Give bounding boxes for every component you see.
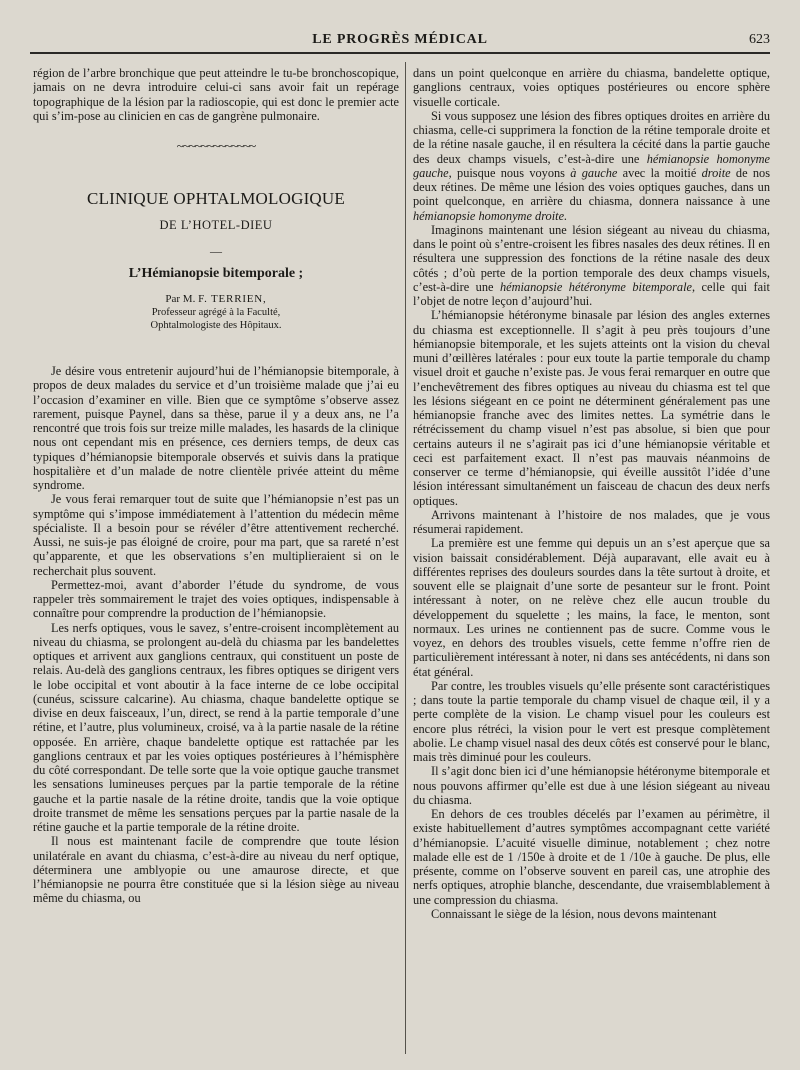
author-by: Par M. [165, 293, 199, 305]
section-title: CLINIQUE OPHTALMOLOGIQUE [87, 189, 345, 208]
article-title: L’Hémianopsie bitemporale ; [128, 266, 304, 281]
body-paragraph: Connaissant le siège de la lésion, nous devons maintenant [431, 906, 717, 921]
body-paragraph: dans un point quelconque en arrière du chiasma, bandelette optique, ganglions centraux, voies optiques postérieures ou encore sphère visuelle corticale. [413, 66, 770, 109]
left-column [33, 66, 399, 1056]
body-paragraph: Il nous est maintenant facile de comprendre que toute lésion unilatérale en avant du chiasma, c’est-à-dire au niveau du nerf optique, déterminera une amblyopie ou une amaurose directe, et que l’hémianopsie ne pourra être constituée que si la lésion siège au niveau même du chiasma, ou [33, 834, 399, 906]
body-paragraph: Si vous supposez une lésion des fibres optiques droites en arrière du chiasma, celle-ci supprimera la fonction de la rétine temporale droite et de la rétine nasale gauche, il en résultera la cécité dans la partie gauche des deux champs visuels, c’est-à-dire une hémianopsie homonyme gauche, puisque nous voyons à gauche avec la moitié droite de nos deux rétines. De même une lésion des voies optiques gauches, dans un point quelconque, en arrière du chiasma, donnera naissance à une hémianopsie homonyme droite. [413, 108, 770, 223]
body-paragraph: La première est une femme qui depuis un an s’est aperçue que sa vision baissait considérablement. Déjà auparavant, elle avait eu à différentes reprises des douleurs sourdes dans la tête surtout à droite, et souvent elle se plaignait d’une sorte de pesanteur sur le front. Point intéressant à noter, on ne relève chez elle aucun trouble du développement du squelette ; les mains, la face, le menton, sont normaux. Les urines ne contiennent pas de sucre. Comme vous le voyez, en dehors des troubles visuels, cette femme n’offre rien de particulièrement intéressant à noter, ni dans ses antécédents, ni dans son état général. [413, 536, 770, 679]
header-rule [30, 52, 770, 54]
body-paragraph: Permettez-moi, avant d’aborder l’étude du syndrome, de vous rappeler très sommairement le trajet des voies optiques, indispensable à connaître pour comprendre la production de l’hémianopsie. [33, 577, 399, 621]
author-line [33, 293, 399, 306]
body-paragraph: L’hémianopsie hétéronyme binasale par lésion des angles externes du chiasma est exceptionnelle. Il s’agit à peu près toujours d’une hémianopsie bitemporale, et les sujets atteints ont la vision du cheval muni d’œillères latérales : pour eux toute la partie temporale du champ visuel droit et gauche n’existe pas. Je vous ferai remarquer en outre que l’enchevêtrement des fibres optiques au niveau du chiasma est tel que les lésions siégeant en ce point ne déterminent généralement pas une hémianopsie franche avec des limites nettes. La symétrie dans le rétrécissement du champ visuel n’est pas absolue, si bien que pour certains auteurs il ne s’agirait pas ici d’une hémianopsie véritable et ceci est parfaitement exact. Il n’est pas mauvais néanmoins de conserver ce terme d’hémianopsie, qui éveille aussitôt l’idée d’une lésion intéressant simultanément un faisceau de chacun des deux nerfs optiques. [413, 308, 770, 508]
author-affiliation-1: Professeur agrégé à la Faculté, [151, 307, 281, 318]
body-paragraph: Les nerfs optiques, vous le savez, s’entre-croisent incomplètement au niveau du chiasma, se prolongent au-delà du chiasma par les bandelettes optiques et arrivent aux ganglions centraux, qui constituent un poste de relais. Au-delà des ganglions centraux, les fibres optiques se dirigent vers le lobe occipital et vont aboutir à la face interne de ce lobe occipital (cunéus, scissure calcarine). Au chiasma, chaque bandelette optique se divise en deux faisceaux, l’un, direct, se rend à la partie temporale d’une rétine, et l’autre, plus volumineux, croisé, va à la partie nasale de la rétine opposée. En arrière, chaque bandelette optique est rattachée par les ganglions centraux et par les voies optiques postérieures à l’hémisphère du côté correspondant. De telle sorte que la voie optique gauche transmet les sensations lumineuses perçues par la partie temporale de la rétine gauche et la partie nasale de la rétine droite, tandis que la voie optique droite transmet de même les sensations perçues par la partie nasale de la rétine gauche et la partie temporale de la rétine droite. [33, 620, 399, 834]
body-paragraph: Il s’agit donc bien ici d’une hémianopsie hétéronyme bitemporale et nous pouvons affirmer qu’elle est due à une lésion siégeant au niveau du chiasma. [413, 764, 770, 807]
section-subtitle: DE L’HOTEL-DIEU [159, 218, 273, 232]
author-affiliation-2: Ophtalmologiste des Hôpitaux. [150, 320, 282, 331]
journal-title: LE PROGRÈS MÉDICAL [312, 32, 488, 47]
body-paragraph: Imaginons maintenant une lésion siégeant au niveau du chiasma, dans le point où s’entre-croisent les fibres nasales des deux rétines. Il en résultera une suppression des fonctions de la rétine nasale des deux côtés ; d’où perte de la portion temporale des deux champs visuels, c’est-à-dire une hémianopsie hétéronyme bitemporale, celle qui fait l’objet de notre leçon d’aujourd’hui. [413, 222, 770, 308]
page-number: 623 [749, 32, 770, 47]
intro-paragraph: région de l’arbre bronchique que peut atteindre le tu-be bronchoscopique, jamais on ne devra introduire celui-ci sans avoir fait un repérage topographique de la lésion par la radioscopie, qui est donc le premier acte qui s’im-pose au clinicien en cas de gangrène pulmonaire. [33, 66, 399, 123]
column-divider [405, 62, 406, 1054]
author-name: F. TERRIEN, [198, 293, 267, 305]
body-paragraph: En dehors de ces troubles décelés par l’examen au périmètre, il existe habituellement d’autres symptômes accompagnant cette variété d’hémianopsie. L’acuité visuelle diminue, notablement ; chez notre malade elle est de 1 /150e à droite et de 1 /10e à gauche. De plus, elle présente, comme on l’observe souvent en pareil cas, une atrophie des nerfs optiques, atrophie blanche, descendante, due vraisemblablement à une compression du chiasma. [413, 807, 770, 907]
body-paragraph: Par contre, les troubles visuels qu’elle présente sont caractéristiques ; dans toute la partie temporale du champ visuel de chaque œil, il y a perte complète de la vision. Le champ visuel pour les couleurs est encore plus rétréci, la vision pour le vert est presque complètement abolie. Le champ visuel nasal des deux côtés est conservé pour le blanc, mais très diminué pour les couleurs. [413, 678, 770, 764]
title-separator: — [210, 244, 222, 258]
body-paragraph: Arrivons maintenant à l’histoire de nos malades, que je vous résumerai rapidement. [413, 507, 770, 536]
body-paragraph: Je vous ferai remarquer tout de suite que l’hémianopsie n’est pas un symptôme qui s’impose immédiatement à l’attention du médecin même spécialiste. Il a besoin pour se révéler d’être attentivement recherché. Aussi, ne suis-je pas éloigné de croire, pour ma part, que sa rareté n’est qu’apparente, et que les observations s’en multiplieraient si on le recherchait plus souvent. [33, 492, 399, 578]
section-ornament: ~~~~~~~~~~~~~ [176, 138, 256, 153]
right-column [413, 66, 770, 1056]
running-header [30, 30, 770, 58]
body-paragraph: Je désire vous entretenir aujourd’hui de l’hémianopsie bitemporale, à propos de deux malades du service et d’un troisième malade que j’ai eu l’occasion d’examiner en ville. Bien que ce symptôme s’observe assez rarement, puisque Paynel, dans sa thèse, parue il y a deux ans, ne l’a rencontré que trois fois sur treize mille malades, les hasards de la clinique nous ont cependant mis en présence, ces derniers temps, de deux cas typiques d’hémianopsie bitemporale observés et suivis dans la pratique hospitalière et d’un malade de notre clientèle privée atteint du même syndrome. [33, 364, 399, 492]
